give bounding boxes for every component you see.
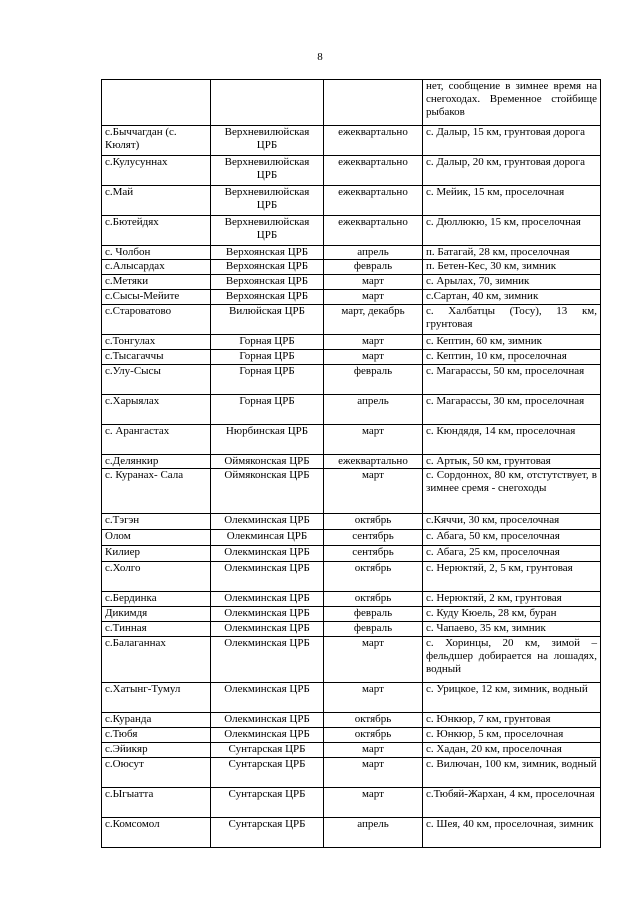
table-row bbox=[102, 713, 601, 728]
table-row bbox=[102, 514, 601, 530]
hospital-cell: Сунтарская ЦРБ bbox=[211, 743, 324, 758]
hospital-cell: Верхневилюйская ЦРБ bbox=[211, 126, 324, 156]
settlement-cell: с.Харыялах bbox=[102, 395, 211, 425]
settlement-cell: Килиер bbox=[102, 546, 211, 562]
hospital-cell: Верхоянская ЦРБ bbox=[211, 275, 324, 290]
hospital-cell: Олекминская ЦРБ bbox=[211, 607, 324, 622]
schedule-cell: октябрь bbox=[324, 562, 423, 592]
route-cell: с.Тюбяй-Жархан, 4 км, проселочная bbox=[423, 788, 601, 818]
settlement-cell: с.Май bbox=[102, 186, 211, 216]
hospital-cell bbox=[211, 80, 324, 126]
hospital-cell: Горная ЦРБ bbox=[211, 335, 324, 350]
route-cell: с.Кяччи, 30 км, проселочная bbox=[423, 514, 601, 530]
schedule-cell: март bbox=[324, 425, 423, 455]
settlement-cell: с. Арангастах bbox=[102, 425, 211, 455]
hospital-cell: Олекминская ЦРБ bbox=[211, 562, 324, 592]
schedule-cell: март bbox=[324, 788, 423, 818]
table-row bbox=[102, 788, 601, 818]
schedule-cell: март bbox=[324, 350, 423, 365]
schedule-cell: февраль bbox=[324, 622, 423, 637]
hospital-cell: Олекминская ЦРБ bbox=[211, 637, 324, 683]
schedule-cell: февраль bbox=[324, 607, 423, 622]
table-row bbox=[102, 546, 601, 562]
schedule-cell: апрель bbox=[324, 818, 423, 848]
table-row bbox=[102, 530, 601, 546]
settlement-cell: с.Метяки bbox=[102, 275, 211, 290]
settlements-table bbox=[101, 79, 601, 848]
hospital-cell: Олекминская ЦРБ bbox=[211, 514, 324, 530]
schedule-cell: март bbox=[324, 335, 423, 350]
settlement-cell: с.Сысы-Мейите bbox=[102, 290, 211, 305]
schedule-cell: март bbox=[324, 290, 423, 305]
table-row bbox=[102, 622, 601, 637]
table-row bbox=[102, 455, 601, 469]
route-cell: с. Кептин, 60 км, зимник bbox=[423, 335, 601, 350]
table-row bbox=[102, 260, 601, 275]
table-row bbox=[102, 425, 601, 455]
settlement-cell: Олом bbox=[102, 530, 211, 546]
settlement-cell: с.Быччагдан (с. Кюлят) bbox=[102, 126, 211, 156]
schedule-cell: февраль bbox=[324, 365, 423, 395]
table-row bbox=[102, 592, 601, 607]
settlement-cell: с.Бердинка bbox=[102, 592, 211, 607]
hospital-cell: Верхневилюйская ЦРБ bbox=[211, 216, 324, 246]
schedule-cell: октябрь bbox=[324, 728, 423, 743]
route-cell: с. Сордоннох, 80 км, отстутствует, в зимнее сремя - снегоходы bbox=[423, 469, 601, 514]
route-cell: с. Юнкюр, 5 км, проселочная bbox=[423, 728, 601, 743]
hospital-cell: Сунтарская ЦРБ bbox=[211, 818, 324, 848]
hospital-cell: Верхневилюйская ЦРБ bbox=[211, 186, 324, 216]
table-row bbox=[102, 469, 601, 514]
hospital-cell: Олекминская ЦРБ bbox=[211, 713, 324, 728]
route-cell: с. Халбатцы (Тосу), 13 км, грунтовая bbox=[423, 305, 601, 335]
schedule-cell: апрель bbox=[324, 246, 423, 260]
settlement-cell: с.Тонгулах bbox=[102, 335, 211, 350]
route-cell: с. Нерюктяй, 2 км, грунтовая bbox=[423, 592, 601, 607]
hospital-cell: Вилюйская ЦРБ bbox=[211, 305, 324, 335]
hospital-cell: Олекминская ЦРБ bbox=[211, 728, 324, 743]
hospital-cell: Олекминская ЦРБ bbox=[211, 546, 324, 562]
settlement-cell: с.Хатынг-Тумул bbox=[102, 683, 211, 713]
route-cell: с. Хоринцы, 20 км, зимой – фельдшер добирается на лошадях, водный bbox=[423, 637, 601, 683]
schedule-cell: ежеквартально bbox=[324, 126, 423, 156]
settlement-cell: с.Куранда bbox=[102, 713, 211, 728]
route-cell: нет, сообщение в зимнее время на снегоходах. Временное стойбище рыбаков bbox=[423, 80, 601, 126]
hospital-cell: Олекминская ЦРБ bbox=[211, 592, 324, 607]
schedule-cell: ежеквартально bbox=[324, 455, 423, 469]
settlement-cell: с.Староватово bbox=[102, 305, 211, 335]
table-row bbox=[102, 275, 601, 290]
settlement-cell: с.Алысардах bbox=[102, 260, 211, 275]
schedule-cell: ежеквартально bbox=[324, 156, 423, 186]
schedule-cell bbox=[324, 80, 423, 126]
table-row bbox=[102, 395, 601, 425]
hospital-cell: Олекминская ЦРБ bbox=[211, 622, 324, 637]
settlement-cell: с.Эйикяр bbox=[102, 743, 211, 758]
table-row bbox=[102, 728, 601, 743]
page-number: 8 bbox=[317, 51, 323, 63]
route-cell: с. Нерюктяй, 2, 5 км, грунтовая bbox=[423, 562, 601, 592]
settlement-cell: с. Чолбон bbox=[102, 246, 211, 260]
schedule-cell: сентябрь bbox=[324, 546, 423, 562]
route-cell: с. Кептин, 10 км, проселочная bbox=[423, 350, 601, 365]
route-cell: с. Дюллюкю, 15 км, проселочная bbox=[423, 216, 601, 246]
route-cell: с. Куду Кюель, 28 км, буран bbox=[423, 607, 601, 622]
settlement-cell: с.Балаганнах bbox=[102, 637, 211, 683]
route-cell: с. Юнкюр, 7 км, грунтовая bbox=[423, 713, 601, 728]
schedule-cell: март, декабрь bbox=[324, 305, 423, 335]
hospital-cell: Олекминсая ЦРБ bbox=[211, 530, 324, 546]
route-cell: с. Магарассы, 30 км, проселочная bbox=[423, 395, 601, 425]
table-row bbox=[102, 562, 601, 592]
table-row bbox=[102, 758, 601, 788]
settlement-cell: с.Холго bbox=[102, 562, 211, 592]
schedule-cell: март bbox=[324, 637, 423, 683]
table-row bbox=[102, 607, 601, 622]
hospital-cell: Горная ЦРБ bbox=[211, 365, 324, 395]
table-row bbox=[102, 335, 601, 350]
schedule-cell: апрель bbox=[324, 395, 423, 425]
hospital-cell: Верхоянская ЦРБ bbox=[211, 290, 324, 305]
table-row bbox=[102, 350, 601, 365]
settlement-cell: с. Куранах- Сала bbox=[102, 469, 211, 514]
schedule-cell: октябрь bbox=[324, 713, 423, 728]
table-row bbox=[102, 216, 601, 246]
settlement-cell: с.Тюбя bbox=[102, 728, 211, 743]
settlement-cell: с.Тэгэн bbox=[102, 514, 211, 530]
settlement-cell: с.Кулусуннах bbox=[102, 156, 211, 186]
route-cell: с. Чапаево, 35 км, зимник bbox=[423, 622, 601, 637]
schedule-cell: октябрь bbox=[324, 592, 423, 607]
settlement-cell: с.Оюсут bbox=[102, 758, 211, 788]
hospital-cell: Оймяконская ЦРБ bbox=[211, 455, 324, 469]
settlement-cell: с.Тысагаччы bbox=[102, 350, 211, 365]
hospital-cell: Верхоянская ЦРБ bbox=[211, 246, 324, 260]
hospital-cell: Нюрбинская ЦРБ bbox=[211, 425, 324, 455]
route-cell: с. Далыр, 20 км, грунтовая дорога bbox=[423, 156, 601, 186]
settlement-cell: с.Улу-Сысы bbox=[102, 365, 211, 395]
schedule-cell: март bbox=[324, 683, 423, 713]
route-cell: с. Далыр, 15 км, грунтовая дорога bbox=[423, 126, 601, 156]
schedule-cell: сентябрь bbox=[324, 530, 423, 546]
hospital-cell: Сунтарская ЦРБ bbox=[211, 758, 324, 788]
route-cell: с. Шея, 40 км, проселочная, зимник bbox=[423, 818, 601, 848]
table-row bbox=[102, 186, 601, 216]
table-row bbox=[102, 637, 601, 683]
schedule-cell: март bbox=[324, 275, 423, 290]
table-row bbox=[102, 743, 601, 758]
hospital-cell: Горная ЦРБ bbox=[211, 350, 324, 365]
hospital-cell: Олекминская ЦРБ bbox=[211, 683, 324, 713]
settlement-cell: с.Тинная bbox=[102, 622, 211, 637]
settlement-cell: Дикимдя bbox=[102, 607, 211, 622]
table-row bbox=[102, 290, 601, 305]
schedule-cell: ежеквартально bbox=[324, 216, 423, 246]
route-cell: с. Артык, 50 км, грунтовая bbox=[423, 455, 601, 469]
hospital-cell: Горная ЦРБ bbox=[211, 395, 324, 425]
table-row bbox=[102, 305, 601, 335]
settlement-cell: с.Комсомол bbox=[102, 818, 211, 848]
hospital-cell: Верхоянская ЦРБ bbox=[211, 260, 324, 275]
table-row bbox=[102, 365, 601, 395]
schedule-cell: ежеквартально bbox=[324, 186, 423, 216]
route-cell: с. Хадан, 20 км, проселочная bbox=[423, 743, 601, 758]
route-cell: с. Магарассы, 50 км, проселочная bbox=[423, 365, 601, 395]
table-row bbox=[102, 683, 601, 713]
hospital-cell: Верхневилюйская ЦРБ bbox=[211, 156, 324, 186]
route-cell: с. Абага, 25 км, проселочная bbox=[423, 546, 601, 562]
settlement-cell: с.Делянкир bbox=[102, 455, 211, 469]
route-cell: с.Сартан, 40 км, зимник bbox=[423, 290, 601, 305]
settlement-cell: с.Ыгыатта bbox=[102, 788, 211, 818]
route-cell: с. Кюндядя, 14 км, проселочная bbox=[423, 425, 601, 455]
route-cell: с. Арылах, 70, зимник bbox=[423, 275, 601, 290]
settlement-cell: с.Бютейдях bbox=[102, 216, 211, 246]
table-row bbox=[102, 126, 601, 156]
schedule-cell: февраль bbox=[324, 260, 423, 275]
schedule-cell: октябрь bbox=[324, 514, 423, 530]
route-cell: с. Вилючан, 100 км, зимник, водный bbox=[423, 758, 601, 788]
route-cell: п. Батагай, 28 км, проселочная bbox=[423, 246, 601, 260]
schedule-cell: март bbox=[324, 758, 423, 788]
table-row bbox=[102, 156, 601, 186]
schedule-cell: март bbox=[324, 469, 423, 514]
route-cell: п. Бетен-Кес, 30 км, зимник bbox=[423, 260, 601, 275]
hospital-cell: Оймяконская ЦРБ bbox=[211, 469, 324, 514]
hospital-cell: Сунтарская ЦРБ bbox=[211, 788, 324, 818]
settlement-cell bbox=[102, 80, 211, 126]
route-cell: с. Урицкое, 12 км, зимник, водный bbox=[423, 683, 601, 713]
table-row bbox=[102, 818, 601, 848]
table-row bbox=[102, 80, 601, 126]
route-cell: с. Абага, 50 км, проселочная bbox=[423, 530, 601, 546]
schedule-cell: март bbox=[324, 743, 423, 758]
route-cell: с. Мейик, 15 км, проселочная bbox=[423, 186, 601, 216]
table-row bbox=[102, 246, 601, 260]
